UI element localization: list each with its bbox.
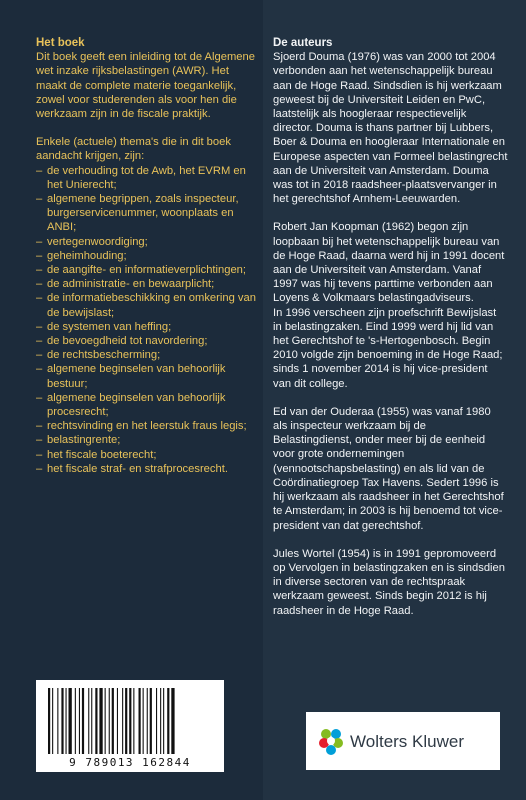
theme-item: – de systemen van heffing; <box>36 320 256 334</box>
publisher-name: Wolters Kluwer <box>350 732 464 751</box>
barcode-bar <box>163 688 164 754</box>
book-intro: Dit boek geeft een inleiding tot de Algemene wet inzake rijksbelastingen (AWR). Het maakt de complete materie toegankelijk, zowel voor studerenden als voor hen die werkzaam zijn in de fiscale praktijk. <box>36 51 255 121</box>
theme-item: – algemene beginselen van behoorlijk bestuur; <box>36 362 256 390</box>
author-paragraph: Jules Wortel (1954) is in 1991 gepromoveerd op Vervolgen in belastingzaken en is sindsdien in diverse sectoren van de rechtspraak werkzaam geweest. Sinds begin 2012 is hij raadsheer in de Hoge Raad. <box>273 547 505 617</box>
barcode-bar <box>125 688 127 754</box>
theme-item: – de rechtsbescherming; <box>36 348 256 362</box>
barcode-bar <box>105 688 106 754</box>
barcode-bar <box>133 688 134 754</box>
barcode-bar <box>167 688 169 754</box>
barcode-bar <box>109 688 110 754</box>
theme-item: – algemene beginselen van behoorlijk procesrecht; <box>36 391 256 419</box>
theme-item: – de bevoegdheid tot navordering; <box>36 334 256 348</box>
barcode-bar <box>143 688 144 754</box>
theme-item: – het fiscale boeterecht; <box>36 448 256 462</box>
barcode-bar <box>61 688 63 754</box>
barcode-bar <box>171 688 174 754</box>
publisher-logo <box>306 712 500 770</box>
theme-item: – vertegenwoordiging; <box>36 235 256 249</box>
barcode-bar <box>95 688 97 754</box>
barcode-bar <box>150 688 152 754</box>
author-paragraph: Robert Jan Koopman (1962) begon zijn loopbaan bij het wetenschappelijk bureau van de Hoge Raad, daarna werd hij in 1991 docent aan de Universiteit van Amsterdam. Vanaf 1997 was hij tevens parttime verbonden aan Loyens & Volkmaars belastingadviseurs. <box>273 221 505 305</box>
barcode-bar <box>69 688 72 754</box>
barcode-bar <box>156 688 157 754</box>
book-heading: Het boek <box>36 37 85 49</box>
barcode-bar <box>82 688 84 754</box>
barcode-bar <box>112 688 114 754</box>
barcode <box>36 680 224 772</box>
barcode-bar <box>88 688 89 754</box>
barcode-bar <box>99 688 102 754</box>
authors-heading: De auteurs <box>273 37 333 49</box>
book-section <box>36 36 256 476</box>
barcode-bar <box>48 688 50 754</box>
barcode-number: 9 789013 162844 <box>69 756 191 769</box>
theme-item: – het fiscale straf- en strafprocesrecht. <box>36 462 256 476</box>
themes-intro: Enkele (actuele) thema's die in dit boek aandacht krijgen, zijn: <box>36 136 231 163</box>
barcode-bar <box>52 688 53 754</box>
barcode-bar <box>139 688 141 754</box>
barcode-bar <box>91 688 92 754</box>
barcode-bar <box>117 688 118 754</box>
barcode-bar <box>57 688 58 754</box>
theme-item: – de administratie- en bewaarplicht; <box>36 277 256 291</box>
theme-item: – algemene begrippen, zoals inspecteur, burgerservicenummer, woonplaats en ANBI; <box>36 192 256 235</box>
theme-item: – de aangifte- en informatieverplichtingen; <box>36 263 256 277</box>
barcode-bar <box>147 688 148 754</box>
themes-list <box>36 164 256 476</box>
barcode-bar <box>129 688 131 754</box>
barcode-bar <box>66 688 67 754</box>
author-paragraph: In 1996 verscheen zijn proefschrift Bewijslast in belastingzaken. Eind 1999 werd hij lid van het Gerechtshof te 's-Hertogenbosch. Begin 2010 volgde zijn benoeming in de Hoge Raad; sinds 1 november 2014 is hij vice-president van dit college. <box>273 306 503 390</box>
author-paragraph: Sjoerd Douma (1976) was van 2000 tot 2004 verbonden aan het wetenschappelijk bureau aan de Hoge Raad. Sindsdien is hij werkzaam geweest bij de Universiteit Leiden en PwC, laatstelijk als hoogleraar respectievelijk director. Douma is thans partner bij Lubbers, Boer & Douma en hoogleraar Internationale en Europese aspecten van Formeel belastingrecht aan de Universiteit van Amsterdam. Douma was tot in 2018 raadsheer-plaatsvervanger in het gerechtshof Arnhem-Leeuwarden. <box>273 51 508 206</box>
barcode-bar <box>79 688 80 754</box>
theme-item: – belastingrente; <box>36 433 256 447</box>
barcode-bar <box>75 688 76 754</box>
theme-item: – rechtsvinding en het leerstuk fraus legis; <box>36 419 256 433</box>
barcode-bars <box>46 688 214 754</box>
barcode-bar <box>122 688 123 754</box>
barcode-bar <box>160 688 161 754</box>
theme-item: – de verhouding tot de Awb, het EVRM en het Unierecht; <box>36 164 256 192</box>
authors-section <box>273 36 508 618</box>
theme-item: – de informatiebeschikking en omkering van de bewijslast; <box>36 291 256 319</box>
author-paragraph: Ed van der Ouderaa (1955) was vanaf 1980 als inspecteur werkzaam bij de Belastingdienst, onder meer bij de eenheid voor grote ondernemingen (vennootschapsbelasting) en als lid van de Coördinatiegroep Tax Havens. Sedert 1996 is hij werkzaam als raadsheer in het Gerechtshof te Amsterdam; in 2003 is hij benoemd tot vice-president van dat gerechtshof. <box>273 405 504 532</box>
wolters-kluwer-logo-icon <box>316 726 346 756</box>
theme-item: – geheimhouding; <box>36 249 256 263</box>
